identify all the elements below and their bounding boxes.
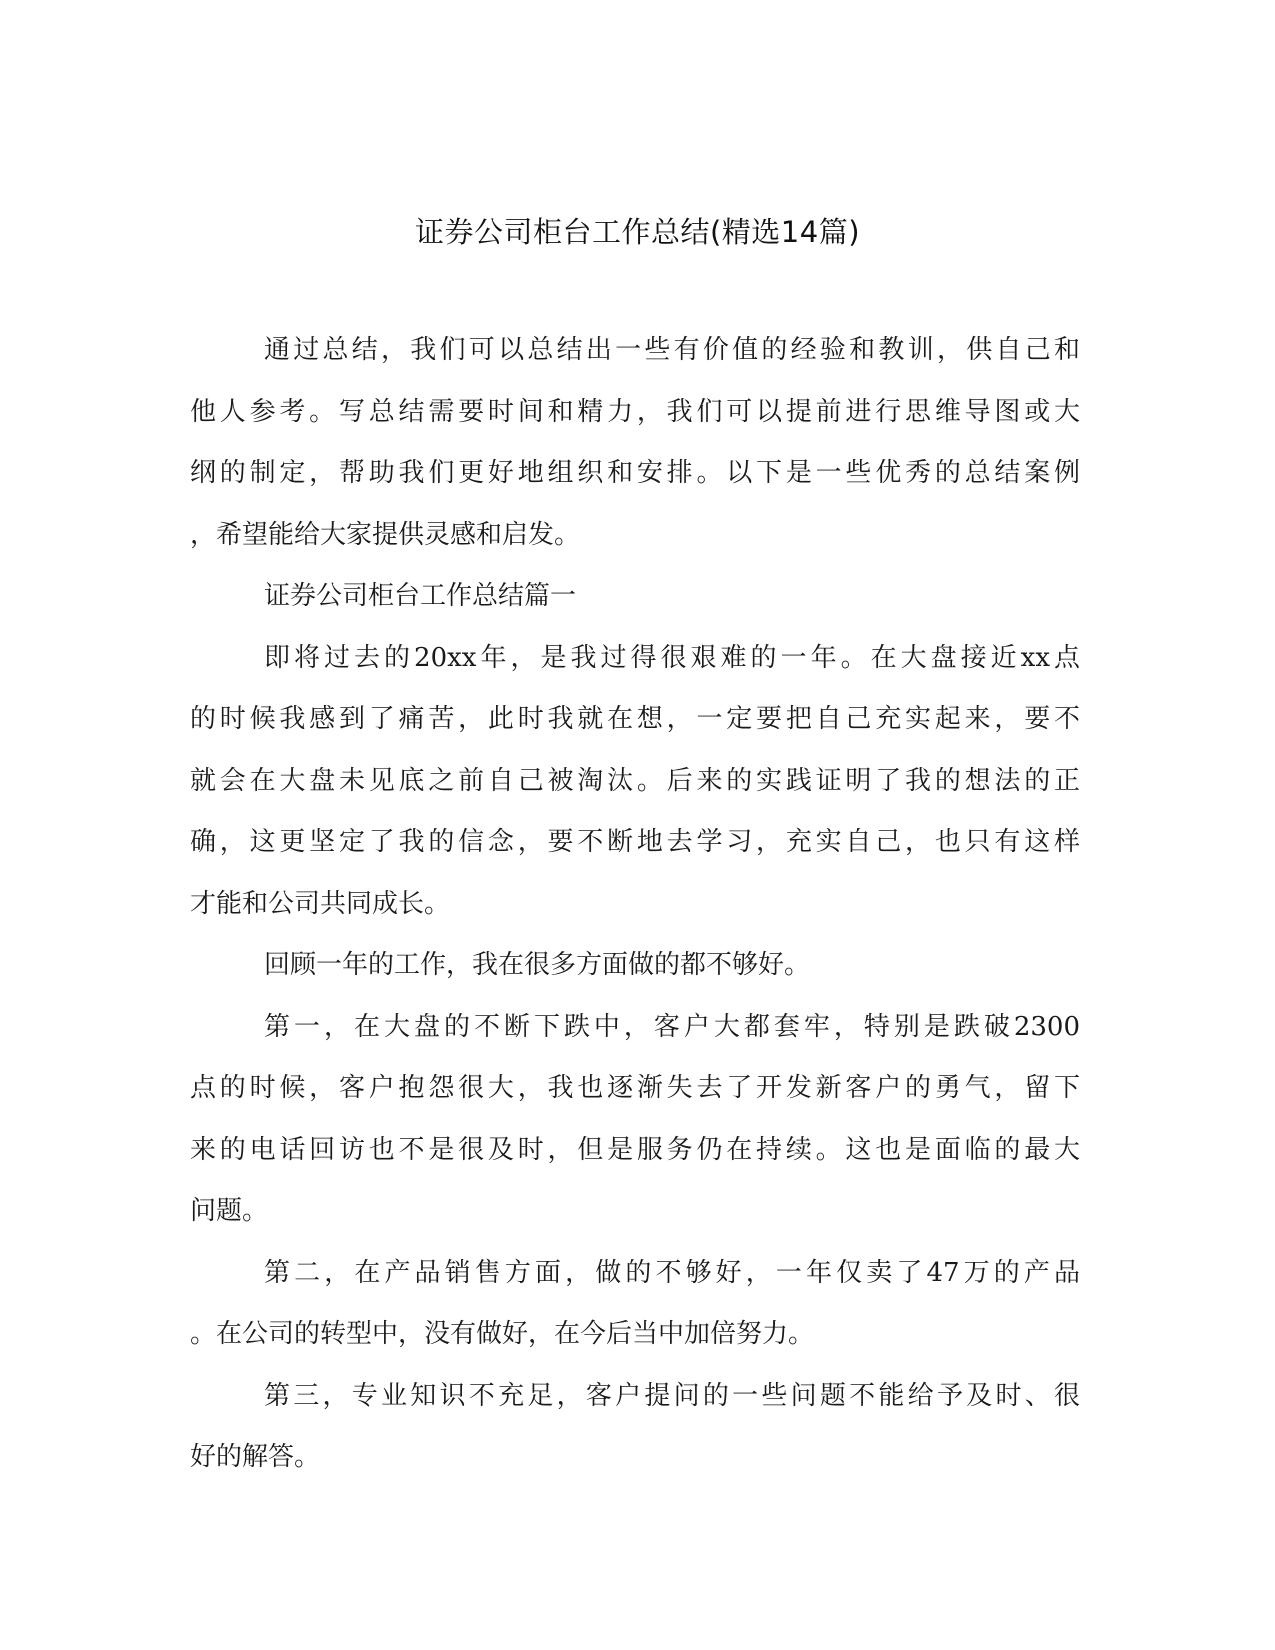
paragraph-line: 就会在大盘未见底之前自己被淘汰。后来的实践证明了我的想法的正 [190,765,1080,796]
section-heading: 证券公司柜台工作总结篇一 [264,581,577,611]
paragraph-line: 来的电话回访也不是很及时，但是服务仍在持续。这也是面临的最大 [190,1134,1080,1165]
paragraph-line: 确，这更坚定了我的信念，要不断地去学习，充实自己，也只有这样 [190,827,1080,857]
paragraph-line: 第二，在产品销售方面，做的不够好，一年仅卖了47万的产品 [264,1257,1080,1288]
document-body [190,320,1080,1489]
paragraph-line: 他人参考。写总结需要时间和精力，我们可以提前进行思维导图或大 [190,396,1080,427]
paragraph-line: 。在公司的转型中，没有做好，在今后当中加倍努力。 [190,1319,815,1349]
paragraph-line: 通过总结，我们可以总结出一些有价值的经验和教训，供自己和 [264,335,1080,365]
paragraph-line: ，希望能给大家提供灵感和启发。 [190,519,581,550]
paragraph-line: 即将过去的20xx年，是我过得很艰难的一年。在大盘接近xx点 [264,642,1080,673]
paragraph-line: 第三，专业知识不充足，客户提问的一些问题不能给予及时、很 [264,1380,1080,1411]
paragraph-line: 回顾一年的工作，我在很多方面做的都不够好。 [264,950,811,980]
paragraph-line: 的时候我感到了痛苦，此时我就在想，一定要把自己充实起来，要不 [190,704,1080,734]
paragraph-line: 点的时候，客户抱怨很大，我也逐渐失去了开发新客户的勇气，留下 [190,1073,1080,1103]
paragraph-line: 问题。 [190,1196,269,1226]
paragraph-line: 纲的制定，帮助我们更好地组织和安排。以下是一些优秀的总结案例 [190,458,1080,488]
paragraph-line: 才能和公司共同成长。 [190,888,451,919]
paragraph-line: 第一，在大盘的不断下跌中，客户大都套牢，特别是跌破2300 [264,1011,1080,1042]
paragraph-line: 好的解答。 [190,1442,321,1472]
document-title: 证券公司柜台工作总结(精选14篇) [414,215,861,249]
